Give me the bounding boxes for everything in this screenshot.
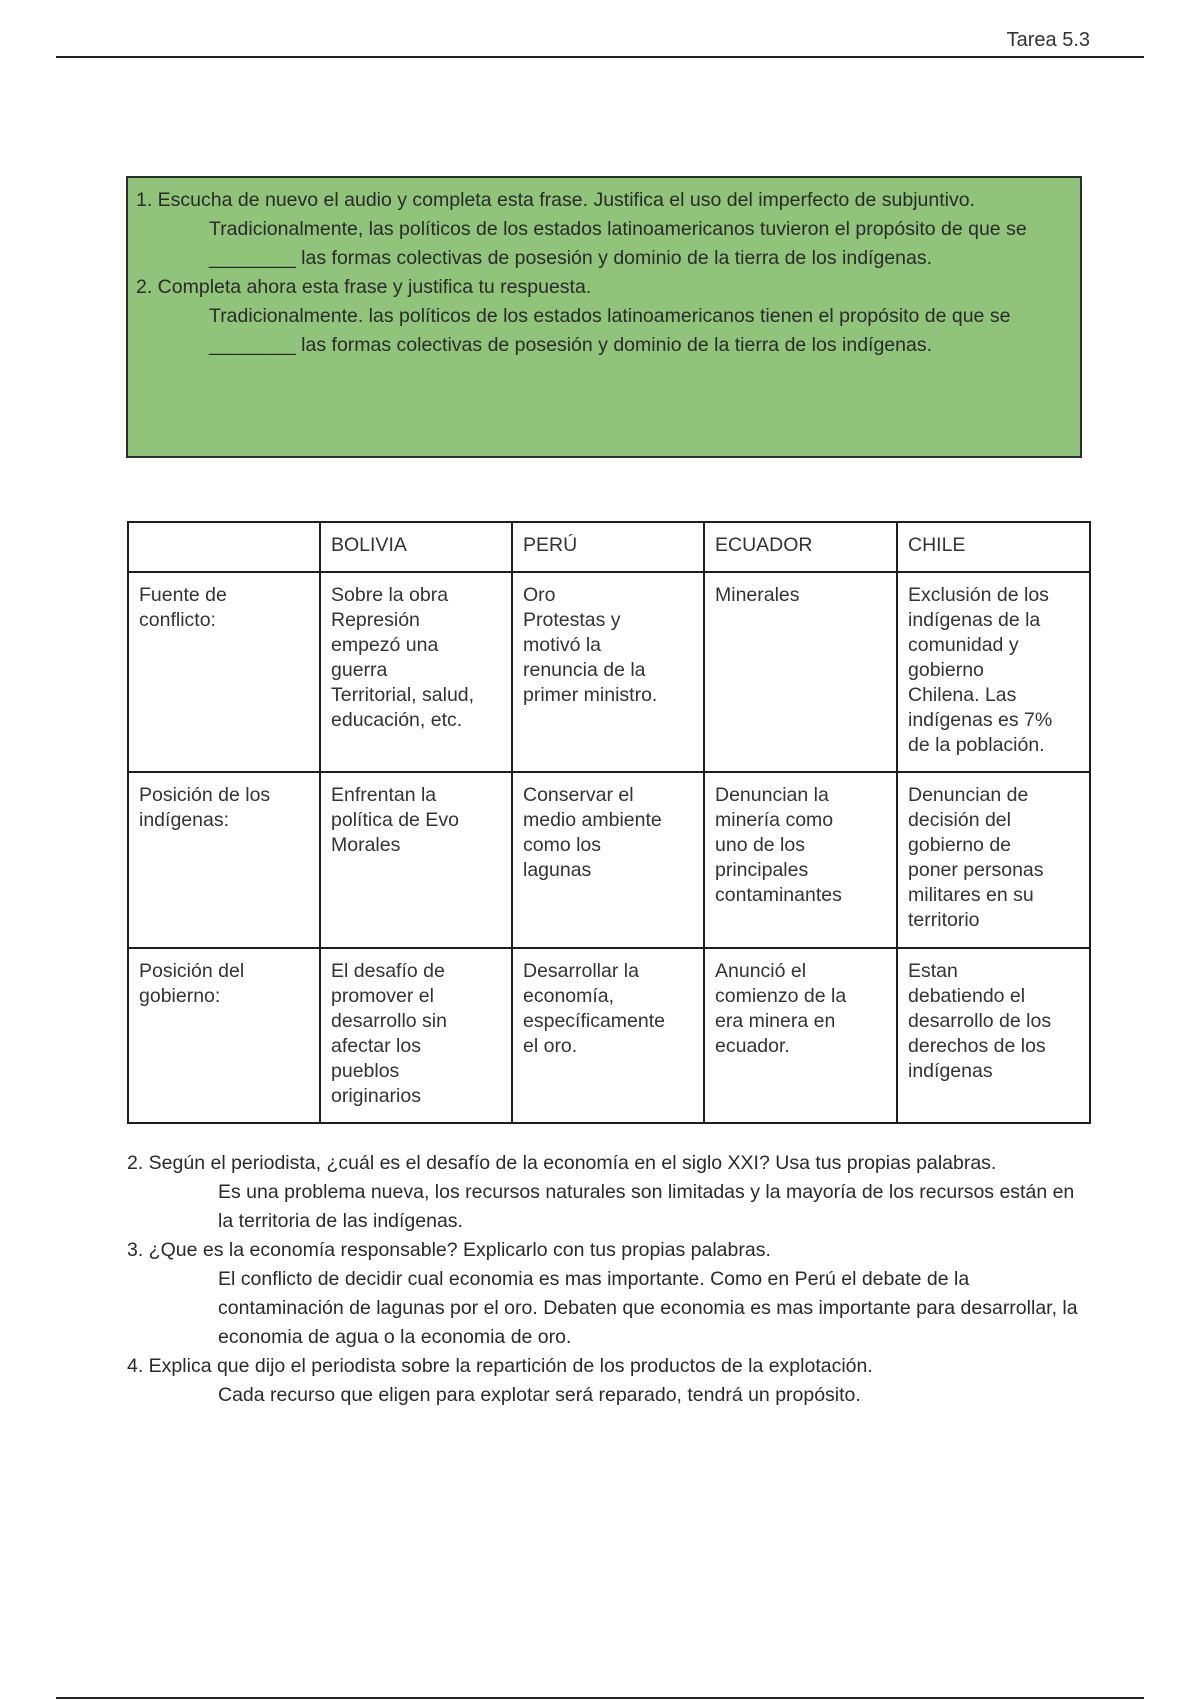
row-label: Posición del gobierno: [128, 948, 320, 1123]
exercise-q1-sentence: Tradicionalmente, las políticos de los estados latinoamericanos tuvieron el propósito de que se ________ las formas colectivas de posesión y dominio de la tierra de los indígenas. [209, 218, 1027, 269]
questions-section [127, 1149, 1087, 1410]
row-label: Posición de los indígenas: [128, 772, 320, 948]
question-3: 3. ¿Que es la economía responsable? Explicarlo con tus propias palabras. [127, 1239, 771, 1261]
table-header-chile: CHILE [897, 522, 1090, 572]
table-header-peru: PERÚ [512, 522, 704, 572]
table-cell-peru: Oro Protestas y motivó la renuncia de la primer ministro. [512, 572, 704, 772]
answer-2: Es una problema nueva, los recursos naturales son limitadas y la mayoría de los recursos están en la territoria de las indígenas. [218, 1181, 1075, 1232]
table-cell-chile: Estan debatiendo el desarrollo de los derechos de los indígenas [897, 948, 1090, 1123]
table-header-corner [128, 522, 320, 572]
exercise-q2-sentence: Tradicionalmente. las políticos de los estados latinoamericanos tienen el propósito de que se ________ las formas colectivas de posesión y dominio de la tierra de los indígenas. [209, 305, 1011, 356]
table-cell-bolivia: Enfrentan la política de Evo Morales [320, 772, 512, 948]
table-cell-bolivia: Sobre la obra Represión empezó una guerra Territorial, salud, educación, etc. [320, 572, 512, 772]
table-cell-chile: Exclusión de los indígenas de la comunidad y gobierno Chilena. Las indígenas es 7% de la población. [897, 572, 1090, 772]
footer-divider [56, 1697, 1144, 1699]
answer-4: Cada recurso que eligen para explotar será reparado, tendrá un propósito. [218, 1384, 861, 1406]
row-label: Fuente de conflicto: [128, 572, 320, 772]
table-cell-peru: Conservar el medio ambiente como los lagunas [512, 772, 704, 948]
table-row [128, 572, 1090, 772]
table-cell-ecuador: Minerales [704, 572, 897, 772]
question-2: 2. Según el periodista, ¿cuál es el desafío de la economía en el siglo XXI? Usa tus propias palabras. [127, 1152, 997, 1174]
comparison-table [127, 521, 1091, 1124]
page-header-title: Tarea 5.3 [1006, 29, 1090, 51]
table-header-row [128, 522, 1090, 572]
table-cell-ecuador: Denuncian la minería como uno de los principales contaminantes [704, 772, 897, 948]
question-4: 4. Explica que dijo el periodista sobre la repartición de los productos de la explotación. [127, 1355, 873, 1377]
answer-3: El conflicto de decidir cual economia es mas importante. Como en Perú el debate de la contaminación de lagunas por el oro. Debaten que economia es mas importante para desarrollar, la economia de agua o la economia de oro. [218, 1268, 1078, 1348]
table-cell-chile: Denuncian de decisión del gobierno de poner personas militares en su territorio [897, 772, 1090, 948]
exercise-q1: 1. Escucha de nuevo el audio y completa esta frase. Justifica el uso del imperfecto de subjuntivo. [136, 189, 975, 211]
table-header-ecuador: ECUADOR [704, 522, 897, 572]
table-cell-ecuador: Anunció el comienzo de la era minera en ecuador. [704, 948, 897, 1123]
exercise-q2: 2. Completa ahora esta frase y justifica tu respuesta. [136, 276, 592, 298]
table-row [128, 948, 1090, 1123]
exercise-box [126, 176, 1082, 458]
table-cell-peru: Desarrollar la economía, específicamente el oro. [512, 948, 704, 1123]
table-header-bolivia: BOLIVIA [320, 522, 512, 572]
table-cell-bolivia: El desafío de promover el desarrollo sin afectar los pueblos originarios [320, 948, 512, 1123]
header-divider [56, 56, 1144, 58]
table-row [128, 772, 1090, 948]
